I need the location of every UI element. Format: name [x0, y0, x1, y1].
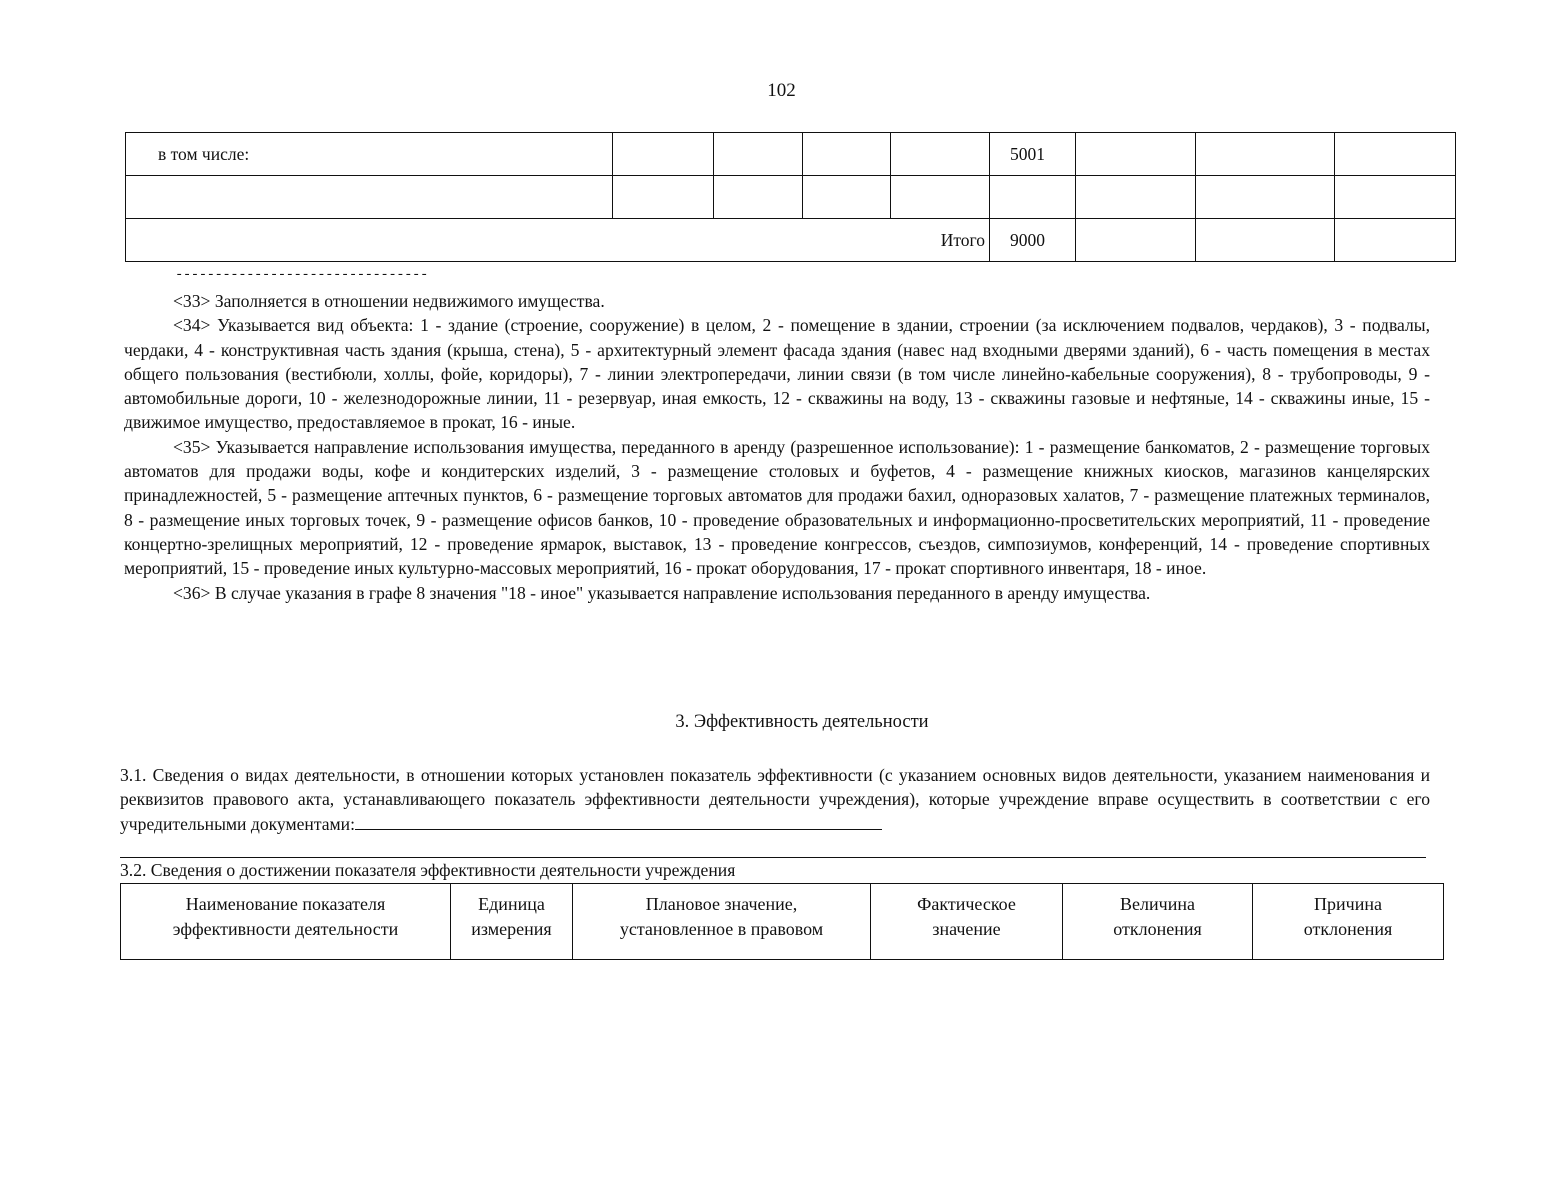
table-cell [891, 176, 990, 219]
table-row-total [126, 219, 1456, 262]
table-row [126, 176, 1456, 219]
footnote-36: <36> В случае указания в графе 8 значения "18 - иное" указывается направление использования переданного в аренду имущества. [173, 582, 1151, 603]
column-header: Единица измерения [451, 884, 573, 960]
fill-line-full [120, 857, 1426, 858]
table-cell [1335, 219, 1456, 262]
footnote-35: <35> Указывается направление использования имущества, переданного в аренду (разрешенное использование): 1 - размещение банкоматов, 2 - размещение торговых автоматов для продажи воды, кофе и кондитерских изделий, 3 - размещение столовых и буфетов, 4 - размещение книжных киосков, магазинов канцелярских принадлежностей, 5 - размещение аптечных пунктов, 6 - размещение торговых автоматов для продажи бахил, одноразовых халатов, 7 - размещение платежных терминалов, 8 - размещение иных торговых точек, 9 - размещение офисов банков, 10 - проведение образовательных и информационно-просветительских мероприятий, 11 - проведение концертно-зрелищных мероприятий, 12 - проведение ярмарок, выставок, 13 - проведение конгрессов, съездов, симпозиумов, конференций, 14 - проведение спортивных мероприятий, 15 - проведение иных культурно-массовых мероприятий, 16 - прокат оборудования, 17 - прокат спортивного инвентаря, 18 - иное. [124, 436, 1430, 579]
paragraph-3-1-text: 3.1. Сведения о видах деятельности, в отношении которых установлен показатель эффективности (с указанием основных видов деятельности, указанием наименования и реквизитов правового акта, устанавливающего показатель эффективности деятельности учреждения), которые учреждение вправе осуществить в соответствии с его учредительными документами: [120, 765, 1430, 834]
table-header-row [121, 884, 1444, 960]
row-code [990, 176, 1076, 219]
footnote-separator: -------------------------------- [175, 267, 428, 283]
fill-line [355, 813, 882, 830]
section-title: 3. Эффективность деятельности [675, 712, 929, 732]
table-cell [613, 176, 714, 219]
table-cell [1335, 176, 1456, 219]
page-number: 102 [767, 80, 796, 101]
row-code: 5001 [990, 133, 1076, 176]
table-cell [1076, 133, 1196, 176]
column-header: Причина отклонения [1253, 884, 1444, 960]
table-cell [714, 133, 803, 176]
table-cell [714, 176, 803, 219]
row-label [126, 176, 613, 219]
column-header: Фактическое значение [871, 884, 1063, 960]
table-cell [803, 176, 891, 219]
table-cell [1196, 133, 1335, 176]
footnote-33: <33> Заполняется в отношении недвижимого имущества. [173, 291, 605, 311]
table-cell [891, 133, 990, 176]
table-cell [1335, 133, 1456, 176]
property-table [125, 132, 1456, 262]
table-row [126, 133, 1456, 176]
paragraph-3-2: 3.2. Сведения о достижении показателя эффективности деятельности учреждения [120, 860, 736, 880]
table-cell [1076, 176, 1196, 219]
table-cell [613, 133, 714, 176]
efficiency-table [120, 883, 1444, 960]
row-label: в том числе: [126, 133, 613, 176]
paragraph-3-1 [120, 763, 1430, 836]
column-header: Плановое значение, установленное в правовом [573, 884, 871, 960]
table-cell [803, 133, 891, 176]
table-cell [1076, 219, 1196, 262]
table-cell [1196, 219, 1335, 262]
table-cell [1196, 176, 1335, 219]
column-header: Величина отклонения [1063, 884, 1253, 960]
footnote-34: <34> Указывается вид объекта: 1 - здание (строение, сооружение) в целом, 2 - помещение в здании, строении (за исключением подвалов, чердаков), 3 - подвалы, чердаки, 4 - конструктивная часть здания (крыша, стена), 5 - архитектурный элемент фасада здания (навес над входными дверями зданий), 6 - часть помещения в местах общего пользования (вестибюли, холлы, фойе, коридоры), 7 - линии электропередачи, линии связи (в том числе линейно-кабельные сооружения), 8 - трубопроводы, 9 - автомобильные дороги, 10 - железнодорожные линии, 11 - резервуар, иная емкость, 12 - скважины на воду, 13 - скважины газовые и нефтяные, 14 - скважины иные, 15 - движимое имущество, предоставляемое в прокат, 16 - иные. [124, 315, 1430, 433]
footnotes [124, 289, 1430, 605]
total-code: 9000 [990, 219, 1076, 262]
column-header: Наименование показателя эффективности деятельности [121, 884, 451, 960]
total-label: Итого [126, 219, 990, 262]
